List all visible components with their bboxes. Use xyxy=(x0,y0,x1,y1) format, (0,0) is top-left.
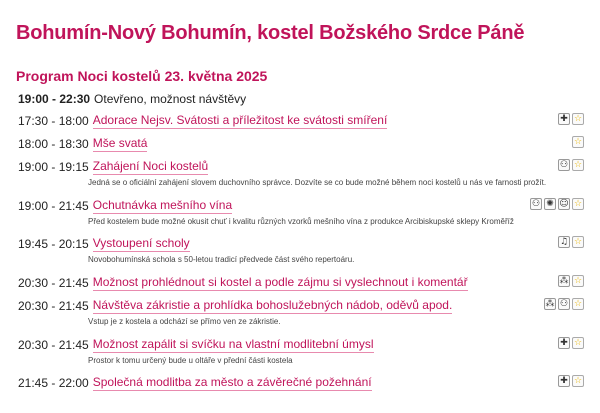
event-icons xyxy=(558,159,584,171)
intro-time: 19:00 - 22:30 xyxy=(18,92,91,106)
people-icon: ⚇ xyxy=(559,160,569,170)
event-row xyxy=(18,197,584,226)
event-title-link[interactable]: Vystoupení scholy xyxy=(92,236,190,250)
star-icon: ☆ xyxy=(573,114,583,124)
event-row xyxy=(18,235,584,264)
event-row xyxy=(18,158,584,187)
event-description: Jedná se o oficiální zahájení slovem duchovního správce. Dozvíte se co bude možné během noci kostelů u nás ve farnosti prožít. xyxy=(88,178,547,187)
intro-text: Otevřeno, možnost návštěvy xyxy=(94,92,247,106)
people-icon: ⚇ xyxy=(559,299,569,309)
event-row xyxy=(18,135,584,153)
event-row xyxy=(18,112,584,130)
event-time: 20:30 - 21:45 xyxy=(18,338,89,352)
event-icons xyxy=(558,275,584,287)
event-time: 20:30 - 21:45 xyxy=(18,299,89,313)
event-row xyxy=(18,297,584,326)
page-title: Bohumín-Nový Bohumín, kostel Božského Srdce Páně xyxy=(16,22,525,44)
event-title-link[interactable]: Návštěva zákristie a prohlídka bohoslužebných nádob, oděvů apod. xyxy=(92,298,453,312)
intro-row xyxy=(18,90,584,108)
event-icons xyxy=(558,337,584,349)
bulb-icon: ✺ xyxy=(544,198,556,210)
star-icon: ☆ xyxy=(573,338,583,348)
event-title-link[interactable]: Společná modlitba za město a závěrečné požehnání xyxy=(92,375,372,389)
event-description: Před kostelem bude možné okusit chuť i kvalitu různých vzorků mešního vína z produkce Arcibiskupské sklepy Kroměříž xyxy=(88,217,514,226)
event-title-link[interactable]: Mše svatá xyxy=(92,136,148,150)
event-title-link[interactable]: Ochutnávka mešního vína xyxy=(92,198,233,212)
event-description: Novobohumínská schola s 50-letou tradicí předvede část svého repertoáru. xyxy=(88,255,355,264)
event-icons xyxy=(558,375,584,387)
event-icons xyxy=(572,136,584,148)
music-icon: ♫ xyxy=(559,237,569,247)
event-icons xyxy=(544,298,584,310)
event-row xyxy=(18,374,584,392)
event-time: 20:30 - 21:45 xyxy=(18,276,89,290)
event-time: 21:45 - 22:00 xyxy=(18,376,89,390)
star-icon: ☆ xyxy=(573,199,583,209)
people-icon: ⚇ xyxy=(531,199,541,209)
event-time: 19:00 - 19:15 xyxy=(18,160,89,174)
cross-icon: ✚ xyxy=(558,375,570,387)
event-description: Prostor k tomu určený bude u oltáře v přední části kostela xyxy=(88,356,293,365)
event-row xyxy=(18,274,584,292)
event-title-link[interactable]: Možnost prohlédnout si kostel a podle zájmu si vyslechnout i komentář xyxy=(92,275,468,289)
event-title-link[interactable]: Možnost zapálit si svíčku na vlastní modlitební úmysl xyxy=(92,337,374,351)
child-icon: ☺ xyxy=(559,199,569,209)
cross-icon: ✚ xyxy=(558,113,570,125)
event-row xyxy=(18,336,584,365)
cross-icon: ✚ xyxy=(558,337,570,349)
event-title-link[interactable]: Adorace Nejsv. Svátosti a příležitost ke svátosti smíření xyxy=(92,113,388,127)
event-time: 18:00 - 18:30 xyxy=(18,137,89,151)
program-subtitle: Program Noci kostelů 23. května 2025 xyxy=(16,68,268,84)
event-title-link[interactable]: Zahájení Noci kostelů xyxy=(92,159,209,173)
event-icons xyxy=(558,236,584,248)
star-icon: ☆ xyxy=(573,299,583,309)
event-time: 19:45 - 20:15 xyxy=(18,237,89,251)
event-time: 19:00 - 21:45 xyxy=(18,199,89,213)
event-icons xyxy=(558,113,584,125)
star-icon: ☆ xyxy=(573,376,583,386)
event-description: Vstup je z kostela a odchází se přímo ven ze zákristie. xyxy=(88,317,281,326)
event-time: 17:30 - 18:00 xyxy=(18,114,89,128)
star-icon: ☆ xyxy=(573,137,583,147)
event-icons xyxy=(530,198,584,210)
star-icon: ☆ xyxy=(573,237,583,247)
footsteps-icon: ⁂ xyxy=(559,276,569,286)
footsteps-icon: ⁂ xyxy=(545,299,555,309)
star-icon: ☆ xyxy=(573,276,583,286)
star-icon: ☆ xyxy=(573,160,583,170)
